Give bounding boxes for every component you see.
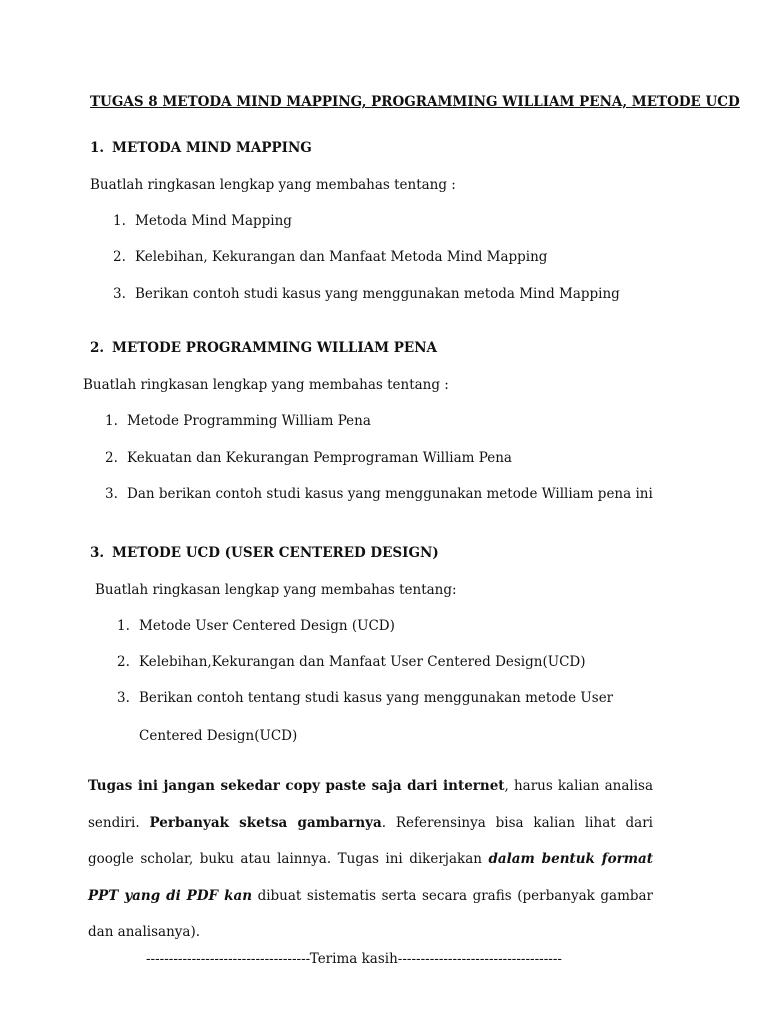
closing-paragraph (88, 768, 653, 951)
section-1-item-3: 3. Berikan contoh studi kasus yang menggunakan metoda Mind Mapping (113, 286, 620, 302)
section-1-heading: 1. METODA MIND MAPPING (90, 140, 312, 156)
section-3-intro: Buatlah ringkasan lengkap yang membahas tentang: (95, 582, 457, 598)
section-2-item-3: 3. Dan berikan contoh studi kasus yang menggunakan metode William pena ini (105, 486, 653, 502)
section-1-item-2: 2. Kelebihan, Kekurangan dan Manfaat Metoda Mind Mapping (113, 249, 548, 265)
closing-text-2: . Referensinya bisa kalian lihat dari google scholar, buku atau lainnya. Tugas ini dikerjakan (88, 814, 653, 867)
section-2-heading: 2. METODE PROGRAMMING WILLIAM PENA (90, 340, 438, 356)
closing-text-3: dibuat sistematis serta secara grafis (perbanyak gambar dan analisanya). (88, 887, 654, 940)
section-3-item-2: 2. Kelebihan,Kekurangan dan Manfaat User Centered Design(UCD) (117, 654, 586, 670)
closing-bold-1: Tugas ini jangan sekedar copy paste saja dari internet (88, 778, 505, 794)
section-3-heading: 3. METODE UCD (USER CENTERED DESIGN) (90, 545, 439, 561)
section-1-item-1: 1. Metoda Mind Mapping (113, 213, 292, 229)
section-3-item-1: 1. Metode User Centered Design (UCD) (117, 618, 395, 634)
document-title: TUGAS 8 METODA MIND MAPPING, PROGRAMMING WILLIAM PENA, METODE UCD (90, 94, 740, 110)
closing-bold-2: Perbanyak sketsa gambarnya (149, 814, 382, 831)
section-3-item-3-continued: Centered Design(UCD) (139, 728, 298, 744)
section-2-intro: Buatlah ringkasan lengkap yang membahas tentang : (83, 377, 449, 393)
closing-text-1: , harus kalian analisa sendiri. (88, 778, 653, 831)
section-3-item-3: 3. Berikan contoh tentang studi kasus yang menggunakan metode User (117, 690, 614, 706)
section-2-item-1: 1. Metode Programming William Pena (105, 413, 371, 429)
closing-emphasis: dalam bentuk format PPT yang di PDF kan (88, 851, 653, 904)
section-1-intro: Buatlah ringkasan lengkap yang membahas tentang : (90, 177, 456, 193)
section-2-item-2: 2. Kekuatan dan Kekurangan Pemprograman William Pena (105, 450, 512, 466)
footer-thanks: ------------------------------------Terima kasih------------------------------------ (146, 951, 562, 967)
